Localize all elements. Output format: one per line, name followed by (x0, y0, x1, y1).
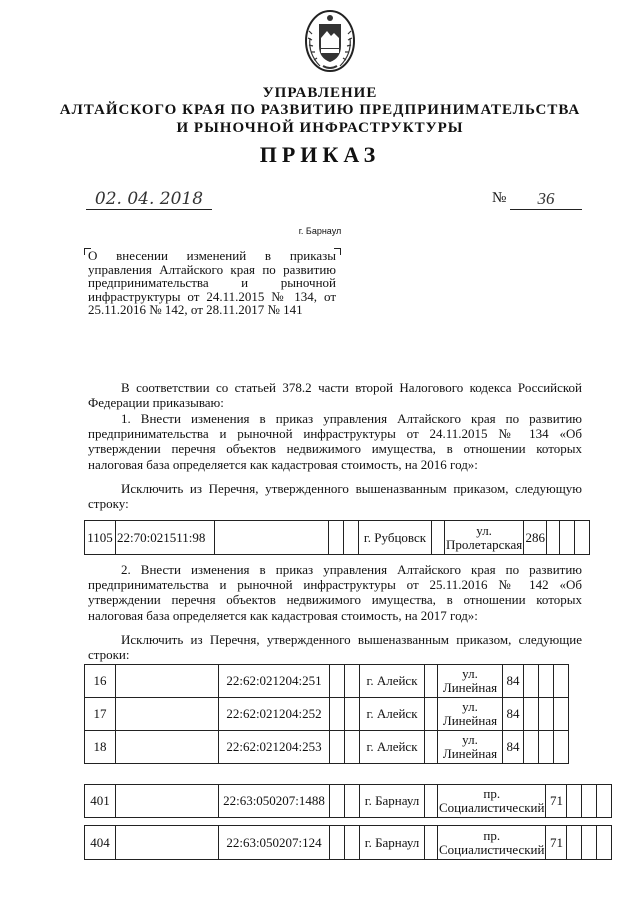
coat-of-arms-icon (302, 8, 358, 74)
row-number: 17 (85, 698, 116, 731)
order-city: г. Барнаул (298, 226, 342, 236)
street-cell: ул. Линейная (438, 665, 503, 698)
cadastral-number: 22:70:021511:98 (116, 521, 215, 555)
table-row (85, 731, 569, 764)
table-row (85, 826, 612, 860)
house-cell: 84 (503, 665, 524, 698)
house-cell: 71 (546, 826, 567, 860)
street-cell: ул. Линейная (438, 698, 503, 731)
city-cell: г. Алейск (360, 731, 425, 764)
street-cell: пр. Социалистический (438, 826, 546, 860)
cadastral-number: 22:63:050207:124 (219, 826, 330, 860)
city-cell: г. Алейск (360, 665, 425, 698)
exclusion-table-3 (84, 784, 612, 818)
city-cell: г. Барнаул (360, 826, 425, 860)
table-row (85, 521, 590, 555)
house-cell: 286 (524, 521, 547, 555)
row-number: 18 (85, 731, 116, 764)
order-date: 02. 04. 2018 (86, 189, 212, 210)
house-cell: 71 (546, 785, 567, 818)
cadastral-number: 22:62:021204:253 (219, 731, 330, 764)
city-cell: г. Алейск (360, 698, 425, 731)
exclusion-table-2 (84, 664, 569, 764)
row-number: 401 (85, 785, 116, 818)
header-line-2: АЛТАЙСКОГО КРАЯ ПО РАЗВИТИЮ ПРЕДПРИНИМАТЕЛЬСТВА (59, 102, 581, 118)
exclusion-table-1 (84, 520, 590, 555)
city-cell: г. Барнаул (360, 785, 425, 818)
paragraph-item-2: 2. Внести изменения в приказ управления Алтайского края по развитию предпринимательства и рыночной инфраструктуры от 25.11.2016 № 142 «Об утверждении перечня объектов недвижимого имущества, в отношении которых налоговая база определяется как кадастровая стоимость, на 2017 год»: (88, 562, 582, 623)
paragraph-exclude-2: Исключить из Перечня, утвержденного вышеназванным приказом, следующие строки: (88, 632, 582, 663)
house-cell: 84 (503, 731, 524, 764)
paragraph-item-1: 1. Внести изменения в приказ управления Алтайского края по развитию предпринимательства и рыночной инфраструктуры от 24.11.2015 № 134 «Об утверждении перечня объектов недвижимого имущества, в отношении которых налоговая база определяется как кадастровая стоимость, на 2016 год»: (88, 411, 582, 472)
paragraph-exclude-1: Исключить из Перечня, утвержденного вышеназванным приказом, следующую строку: (88, 481, 582, 512)
row-number: 404 (85, 826, 116, 860)
city-cell: г. Рубцовск (359, 521, 432, 555)
header-line-1: УПРАВЛЕНИЕ (262, 85, 378, 101)
row-number: 1105 (85, 521, 116, 555)
order-subject: О внесении изменений в приказы управления Алтайского края по развитию предпринимательства и рыночной инфраструктуры от 24.11.2015 № 134, от 25.11.2016 № 142, от 28.11.2017 № 141 (88, 248, 336, 318)
row-number: 16 (85, 665, 116, 698)
house-cell: 84 (503, 698, 524, 731)
order-number: 36 (510, 189, 582, 210)
cadastral-number: 22:62:021204:251 (219, 665, 330, 698)
exclusion-table-4 (84, 825, 612, 860)
street-cell: ул. Пролетарская (445, 521, 524, 555)
table-row (85, 665, 569, 698)
street-cell: ул. Линейная (438, 731, 503, 764)
header-line-3: И РЫНОЧНОЙ ИНФРАСТРУКТУРЫ (176, 120, 464, 136)
cadastral-number: 22:62:021204:252 (219, 698, 330, 731)
paragraph-preamble: В соответствии со статьей 378.2 части второй Налогового кодекса Российской Федерации приказываю: (88, 380, 582, 411)
order-number-label: № (492, 190, 507, 206)
document-title: ПРИКАЗ (259, 142, 381, 167)
table-row (85, 785, 612, 818)
table-row (85, 698, 569, 731)
street-cell: пр. Социалистический (438, 785, 546, 818)
cadastral-number: 22:63:050207:1488 (219, 785, 330, 818)
